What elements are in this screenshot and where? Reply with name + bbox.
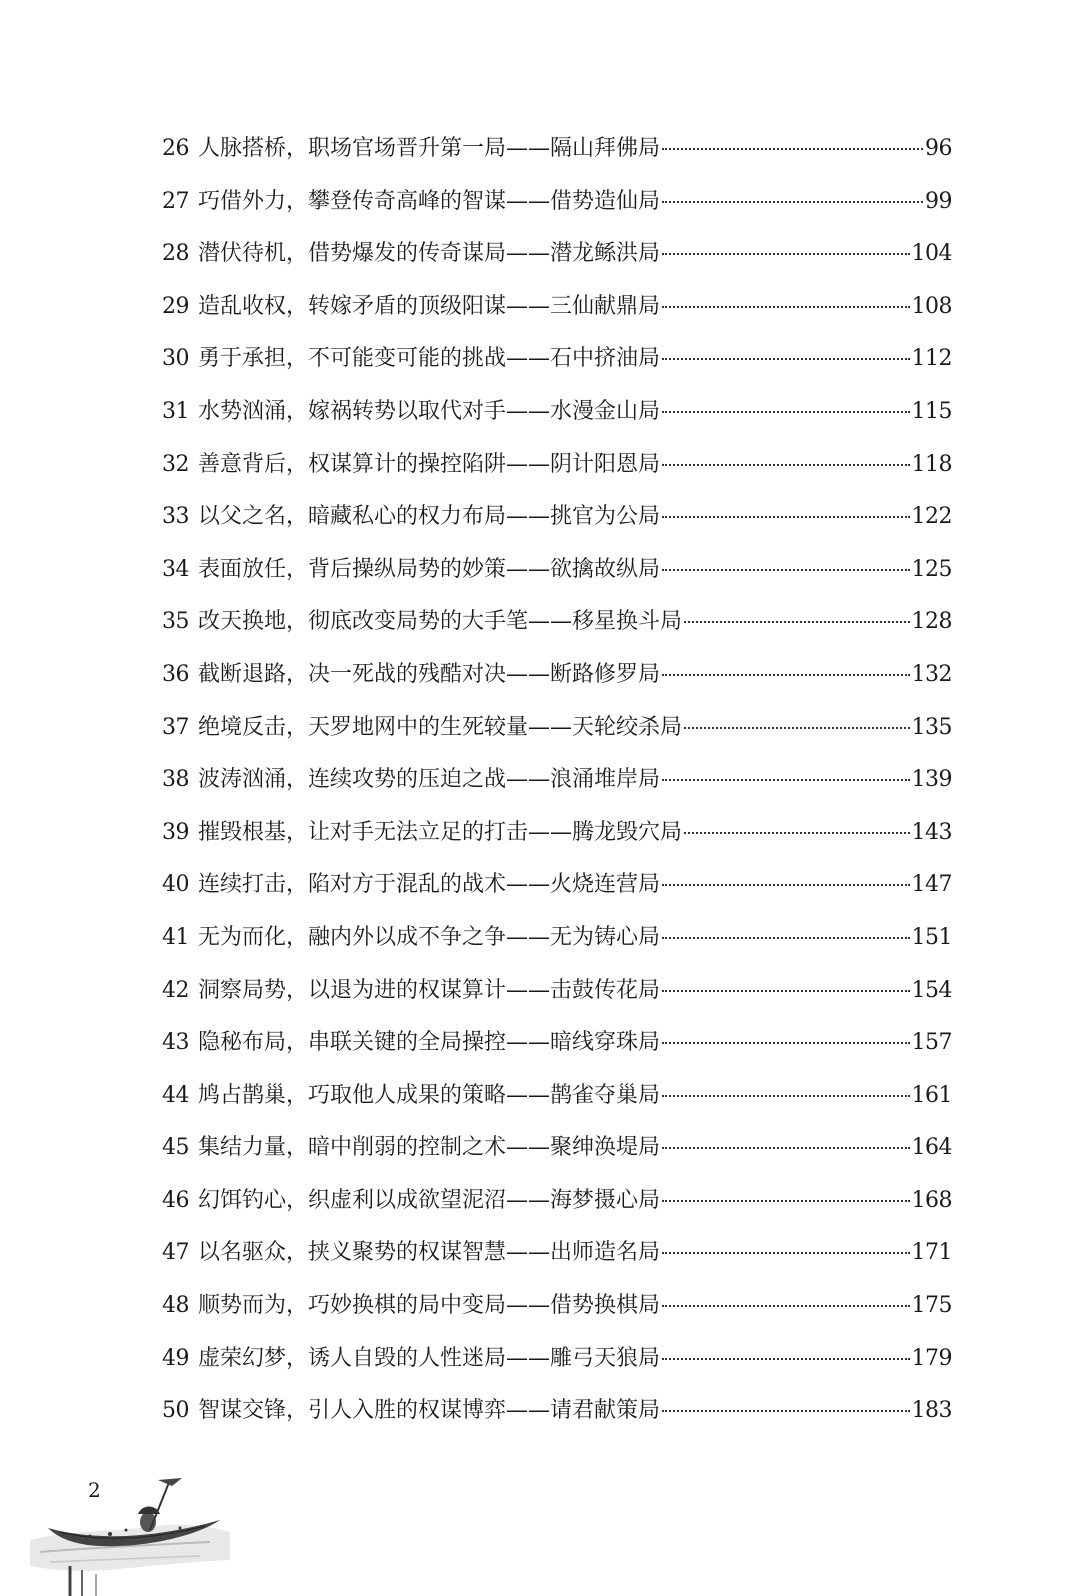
page-number: 2 xyxy=(88,1478,101,1502)
toc-entry[interactable] xyxy=(162,392,952,445)
toc-leader-dots xyxy=(662,1095,909,1097)
toc-entry-number: 32 xyxy=(162,451,189,477)
toc-entry-page: 161 xyxy=(911,1082,952,1108)
toc-entry[interactable] xyxy=(162,129,952,182)
toc-entry[interactable] xyxy=(162,497,952,550)
toc-entry-number: 42 xyxy=(162,977,189,1003)
toc-entry-page: 99 xyxy=(925,188,952,214)
toc-entry-number: 49 xyxy=(162,1345,189,1371)
toc-entry-title: 截断退路，决一死战的残酷对决——断路修罗局 xyxy=(198,661,661,687)
toc-leader-dots xyxy=(662,1042,909,1044)
toc-entry-number: 33 xyxy=(162,504,189,530)
toc-entry-number: 37 xyxy=(162,714,189,740)
toc-leader-dots xyxy=(662,1305,909,1307)
toc-entry[interactable] xyxy=(162,1339,952,1392)
toc-entry-title: 无为而化，融内外以成不争之争——无为铸心局 xyxy=(198,924,661,950)
toc-entry[interactable] xyxy=(162,445,952,498)
toc-entry-number: 30 xyxy=(162,346,189,372)
toc-leader-dots xyxy=(684,727,909,729)
toc-entry-number: 48 xyxy=(162,1293,189,1319)
toc-leader-dots xyxy=(684,832,909,834)
toc-entry[interactable] xyxy=(162,182,952,235)
toc-entry-title: 以父之名，暗藏私心的权力布局——挑官为公局 xyxy=(198,504,661,530)
toc-leader-dots xyxy=(662,516,909,518)
toc-entry-number: 28 xyxy=(162,241,189,267)
toc-entry-page: 183 xyxy=(911,1398,952,1424)
toc-entry[interactable] xyxy=(162,813,952,866)
toc-entry-number: 36 xyxy=(162,661,189,687)
toc-leader-dots xyxy=(662,779,909,781)
toc-entry-title: 改天换地，彻底改变局势的大手笔——移星换斗局 xyxy=(198,609,683,635)
toc-entry-number: 26 xyxy=(162,136,189,161)
toc-entry-page: 179 xyxy=(911,1345,952,1371)
toc-leader-dots xyxy=(662,1410,909,1412)
toc-entry-title: 以名驱众，挟义聚势的权谋智慧——出师造名局 xyxy=(198,1240,661,1266)
toc-entry-number: 46 xyxy=(162,1187,189,1213)
toc-leader-dots xyxy=(662,674,909,676)
toc-entry-title: 巧借外力，攀登传奇高峰的智谋——借势造仙局 xyxy=(198,188,661,214)
toc-entry-number: 44 xyxy=(162,1082,189,1108)
toc-entry-title: 洞察局势，以退为进的权谋算计——击鼓传花局 xyxy=(198,977,661,1003)
toc-entry[interactable] xyxy=(162,1233,952,1286)
toc-entry-page: 118 xyxy=(911,451,952,477)
toc-entry[interactable] xyxy=(162,918,952,971)
toc-entry-number: 34 xyxy=(162,556,189,582)
toc-entry-number: 45 xyxy=(162,1135,189,1161)
toc-leader-dots xyxy=(662,358,909,360)
toc-entry-title: 鸠占鹊巢，巧取他人成果的策略——鹊雀夺巢局 xyxy=(198,1082,661,1108)
toc-entry-number: 50 xyxy=(162,1398,189,1424)
toc-entry[interactable] xyxy=(162,1181,952,1234)
toc-entry-title: 隐秘布局，串联关键的全局操控——暗线穿珠局 xyxy=(198,1030,661,1056)
toc-leader-dots xyxy=(662,569,909,571)
toc-entry-title: 集结力量，暗中削弱的控制之术——聚绅涣堤局 xyxy=(198,1135,661,1161)
toc-entry-title: 波涛汹涌，连续攻势的压迫之战——浪涌堆岸局 xyxy=(198,767,661,793)
toc-entry-number: 27 xyxy=(162,188,189,214)
toc-entry[interactable] xyxy=(162,865,952,918)
toc-entry-page: 143 xyxy=(911,819,952,845)
toc-entry-title: 幻饵钓心，织虚利以成欲望泥沼——海梦摄心局 xyxy=(198,1187,661,1213)
toc-entry[interactable] xyxy=(162,234,952,287)
toc-entry-page: 135 xyxy=(911,714,952,740)
toc-entry[interactable] xyxy=(162,602,952,655)
toc-entry-title: 勇于承担，不可能变可能的挑战——石中挤油局 xyxy=(198,346,661,372)
toc-entry[interactable] xyxy=(162,708,952,761)
toc-entry-title: 智谋交锋，引人入胜的权谋博弈——请君献策局 xyxy=(198,1398,661,1424)
toc-entry-page: 147 xyxy=(911,872,952,898)
toc-entry[interactable] xyxy=(162,760,952,813)
toc-entry-title: 造乱收权，转嫁矛盾的顶级阳谋——三仙献鼎局 xyxy=(198,293,661,319)
toc-entry-number: 41 xyxy=(162,924,189,950)
toc-entry-page: 96 xyxy=(925,136,952,161)
toc-leader-dots xyxy=(662,1200,909,1202)
toc-leader-dots xyxy=(662,201,923,203)
toc-entry-title: 善意背后，权谋算计的操控陷阱——阴计阳恩局 xyxy=(198,451,661,477)
toc-entry-number: 31 xyxy=(162,398,189,424)
toc-leader-dots xyxy=(662,884,909,886)
toc-entry-page: 171 xyxy=(911,1240,952,1266)
toc-entry-number: 47 xyxy=(162,1240,189,1266)
toc-entry-number: 38 xyxy=(162,767,189,793)
toc-entry-page: 139 xyxy=(911,767,952,793)
toc-entry[interactable] xyxy=(162,1391,952,1444)
toc-entry[interactable] xyxy=(162,1076,952,1129)
toc-entry-number: 35 xyxy=(162,609,189,635)
toc-entry-title: 虚荣幻梦，诱人自毁的人性迷局——雕弓天狼局 xyxy=(198,1345,661,1371)
toc-entry-number: 43 xyxy=(162,1030,189,1056)
toc-entry-page: 112 xyxy=(911,346,952,372)
toc-entry-title: 表面放任，背后操纵局势的妙策——欲擒故纵局 xyxy=(198,556,661,582)
toc-entry-title: 绝境反击，天罗地网中的生死较量——天轮绞杀局 xyxy=(198,714,683,740)
toc-entry-number: 39 xyxy=(162,819,189,845)
toc-entry-page: 125 xyxy=(911,556,952,582)
toc-entry-page: 164 xyxy=(911,1135,952,1161)
toc-leader-dots xyxy=(662,411,909,413)
toc-leader-dots xyxy=(662,1252,909,1254)
toc-entry-title: 连续打击，陷对方于混乱的战术——火烧连营局 xyxy=(198,872,661,898)
toc-entry-page: 115 xyxy=(911,398,952,424)
toc-entry-page: 151 xyxy=(911,924,952,950)
table-of-contents xyxy=(162,129,952,1444)
toc-leader-dots xyxy=(662,306,909,308)
toc-entry-title: 水势汹涌，嫁祸转势以取代对手——水漫金山局 xyxy=(198,398,661,424)
toc-entry-title: 潜伏待机，借势爆发的传奇谋局——潜龙鲧洪局 xyxy=(198,241,661,267)
toc-entry-page: 108 xyxy=(911,293,952,319)
toc-entry[interactable] xyxy=(162,1023,952,1076)
toc-entry[interactable] xyxy=(162,550,952,603)
toc-entry[interactable] xyxy=(162,339,952,392)
toc-entry-number: 40 xyxy=(162,872,189,898)
toc-entry[interactable] xyxy=(162,655,952,708)
toc-entry-page: 128 xyxy=(911,609,952,635)
toc-entry[interactable] xyxy=(162,1128,952,1181)
toc-leader-dots xyxy=(662,464,909,466)
toc-leader-dots xyxy=(662,990,909,992)
toc-leader-dots xyxy=(662,1358,909,1360)
toc-entry-page: 104 xyxy=(911,241,952,267)
toc-entry-page: 175 xyxy=(911,1293,952,1319)
toc-leader-dots xyxy=(662,937,909,939)
toc-entry[interactable] xyxy=(162,287,952,340)
toc-entry-page: 157 xyxy=(911,1030,952,1056)
toc-entry-page: 154 xyxy=(911,977,952,1003)
toc-entry-page: 168 xyxy=(911,1187,952,1213)
toc-leader-dots xyxy=(662,1147,909,1149)
toc-entry[interactable] xyxy=(162,1286,952,1339)
toc-entry-title: 摧毁根基，让对手无法立足的打击——腾龙毁穴局 xyxy=(198,819,683,845)
toc-leader-dots xyxy=(662,148,923,150)
boat-ink-illustration xyxy=(30,1470,230,1596)
toc-entry-title: 人脉搭桥，职场官场晋升第一局——隔山拜佛局 xyxy=(198,136,661,161)
toc-leader-dots xyxy=(684,621,909,623)
toc-entry-number: 29 xyxy=(162,293,189,319)
toc-entry[interactable] xyxy=(162,971,952,1024)
toc-entry-title: 顺势而为，巧妙换棋的局中变局——借势换棋局 xyxy=(198,1293,661,1319)
toc-leader-dots xyxy=(662,253,909,255)
toc-entry-page: 122 xyxy=(911,504,952,530)
toc-entry-page: 132 xyxy=(911,661,952,687)
